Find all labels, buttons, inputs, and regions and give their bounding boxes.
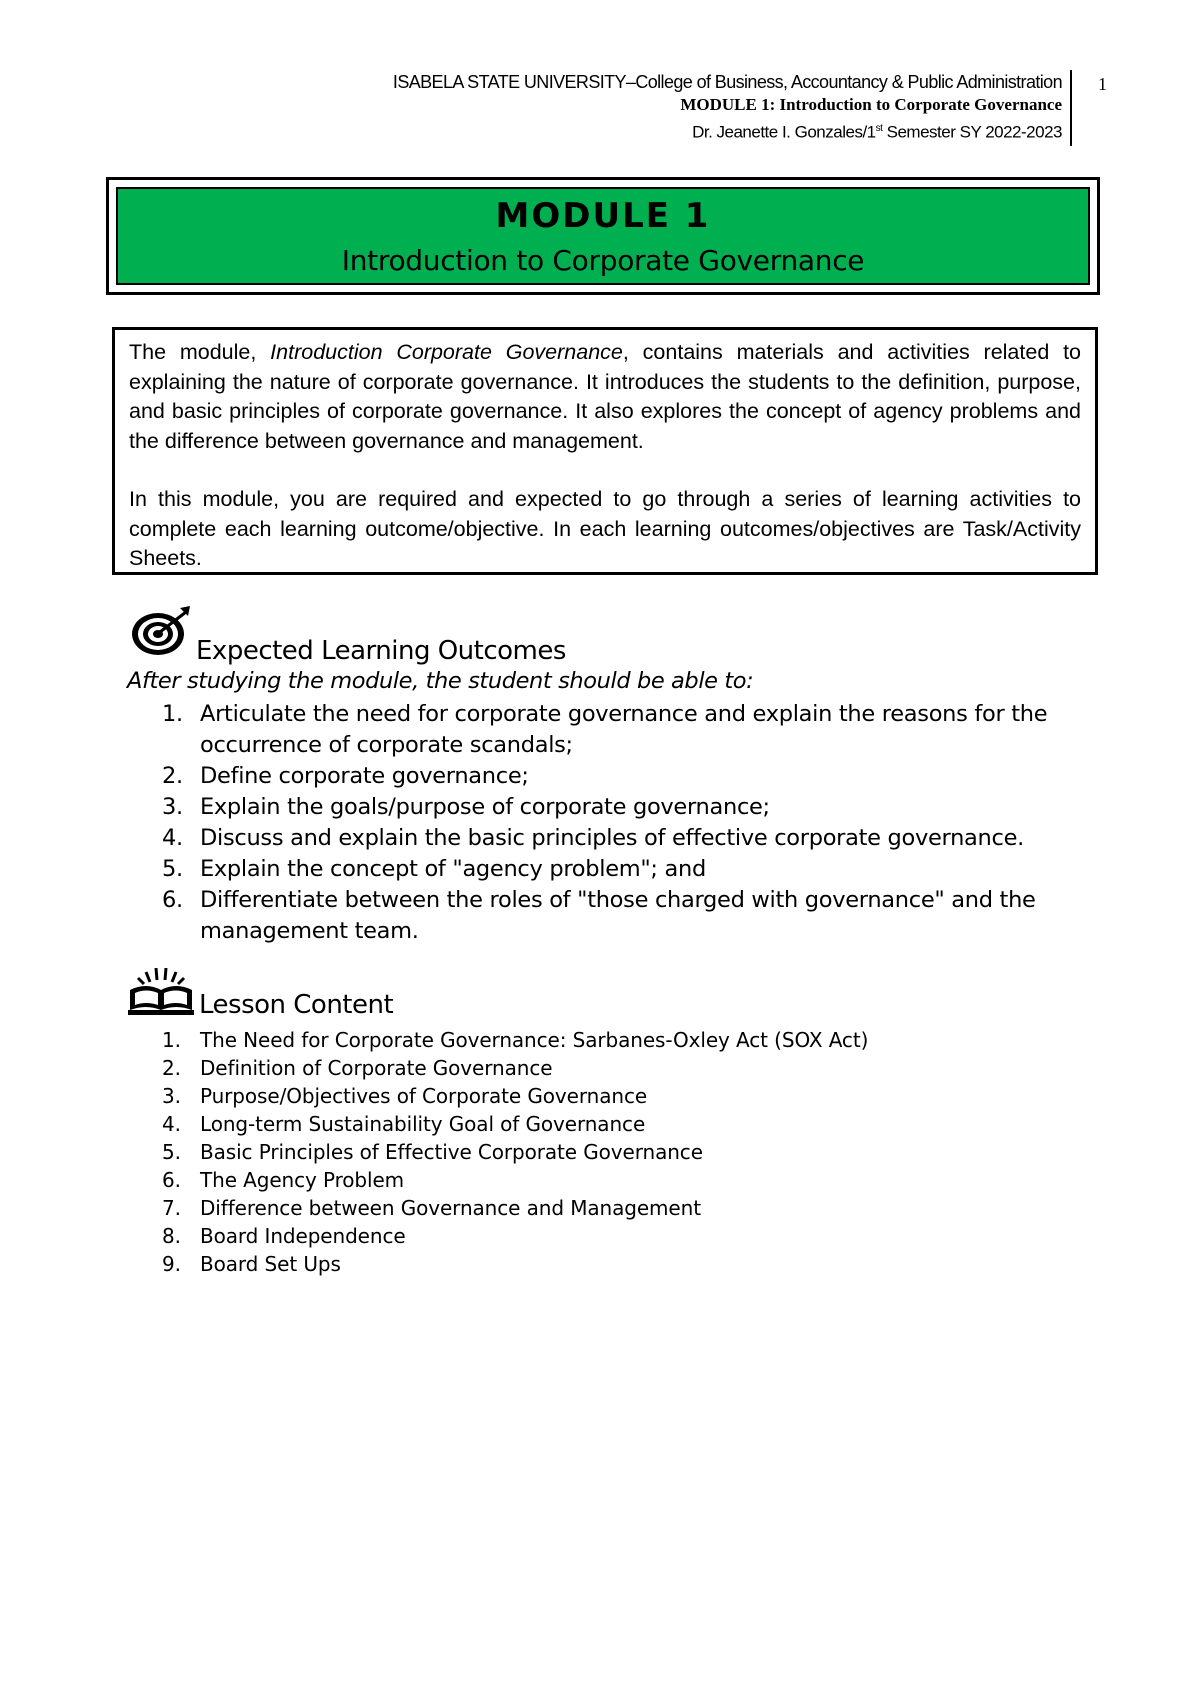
description-rest: , contains materials and activities related to explaining the nature of corporate governance. It introduces the students to the definition, purpose, and basic principles of corporate governance. It also explores the concept of agency problems and the difference between governance and management.: [129, 340, 1082, 453]
item-number: 5.: [162, 1140, 181, 1164]
list-item: [162, 885, 1092, 947]
list-item: [162, 1222, 868, 1250]
list-item: [162, 1054, 868, 1082]
list-item: [162, 699, 1092, 761]
item-text: Basic Principles of Effective Corporate Governance: [200, 1140, 703, 1164]
item-number: 5.: [162, 856, 183, 882]
item-number: 4.: [162, 1112, 181, 1136]
item-text: Discuss and explain the basic principles of effective corporate governance.: [200, 825, 1024, 851]
lesson-title: Lesson Content: [199, 990, 394, 1020]
semester-text: Semester SY 2022-2023: [882, 122, 1062, 142]
item-number: 6.: [162, 887, 183, 913]
item-number: 8.: [162, 1224, 181, 1248]
list-item: [162, 1082, 868, 1110]
item-number: 6.: [162, 1168, 181, 1192]
item-text: The Agency Problem: [200, 1168, 405, 1192]
item-number: 4.: [162, 825, 183, 851]
page-header: [302, 70, 1072, 146]
item-text: Explain the goals/purpose of corporate governance;: [200, 794, 770, 820]
module-title: MODULE 1: [495, 196, 711, 236]
list-item: [162, 1110, 868, 1138]
item-number: 3.: [162, 1084, 181, 1108]
item-text: Difference between Governance and Management: [200, 1196, 701, 1220]
module-banner: [106, 177, 1100, 295]
item-text: Board Set Ups: [200, 1252, 341, 1276]
module-name-italic: Introduction Corporate Governance: [270, 340, 623, 364]
item-text: The Need for Corporate Governance: Sarbanes-Oxley Act (SOX Act): [200, 1028, 869, 1052]
description-lead: The module,: [129, 340, 271, 364]
module-banner-fill: [116, 187, 1090, 285]
author-line: [302, 116, 1062, 146]
lesson-list: [162, 1026, 868, 1278]
item-number: 2.: [162, 1056, 181, 1080]
outcomes-title: Expected Learning Outcomes: [196, 636, 566, 666]
item-number: 1.: [162, 1028, 181, 1052]
item-text: Purpose/Objectives of Corporate Governance: [200, 1084, 648, 1108]
item-text: Differentiate between the roles of "those charged with governance" and the management team.: [200, 887, 1036, 944]
item-number: 2.: [162, 763, 183, 789]
list-item: [162, 823, 1092, 854]
item-number: 7.: [162, 1196, 181, 1220]
list-item: [162, 792, 1092, 823]
outcomes-list: [162, 699, 1092, 947]
item-text: Board Independence: [200, 1224, 406, 1248]
university-line: ISABELA STATE UNIVERSITY–College of Business, Accountancy & Public Administration: [392, 72, 1062, 92]
list-item: [162, 1138, 868, 1166]
ordinal-suffix: st: [875, 123, 883, 134]
list-item: [162, 854, 1092, 885]
module-line: MODULE 1: Introduction to Corporate Governance: [680, 95, 1062, 114]
item-text: Define corporate governance;: [200, 763, 529, 789]
item-text: Articulate the need for corporate governance and explain the reasons for the occurrence of corporate scandals;: [200, 701, 1048, 758]
target-icon: [130, 606, 192, 658]
item-number: 3.: [162, 794, 183, 820]
item-text: Long-term Sustainability Goal of Governance: [200, 1112, 646, 1136]
list-item: [162, 761, 1092, 792]
item-number: 1.: [162, 701, 183, 727]
open-book-icon: [126, 968, 198, 1020]
list-item: [162, 1026, 868, 1054]
item-text: Definition of Corporate Governance: [200, 1056, 553, 1080]
module-description-box: [112, 327, 1098, 575]
description-paragraph-1: [129, 338, 1081, 456]
author-prefix: Dr. Jeanette I. Gonzales/1: [692, 122, 876, 142]
item-text: Explain the concept of "agency problem"; and: [200, 856, 706, 882]
page-number: 1: [1098, 74, 1107, 94]
outcomes-intro: After studying the module, the student should be able to:: [127, 668, 754, 694]
list-item: [162, 1166, 868, 1194]
item-number: 9.: [162, 1252, 181, 1276]
description-paragraph-2: In this module, you are required and expected to go through a series of learning activities to complete each learning outcome/objective. In each learning outcomes/objectives are Task/Activity Sheets.: [129, 487, 1081, 570]
list-item: [162, 1250, 868, 1278]
module-subtitle: Introduction to Corporate Governance: [341, 244, 865, 277]
list-item: [162, 1194, 868, 1222]
